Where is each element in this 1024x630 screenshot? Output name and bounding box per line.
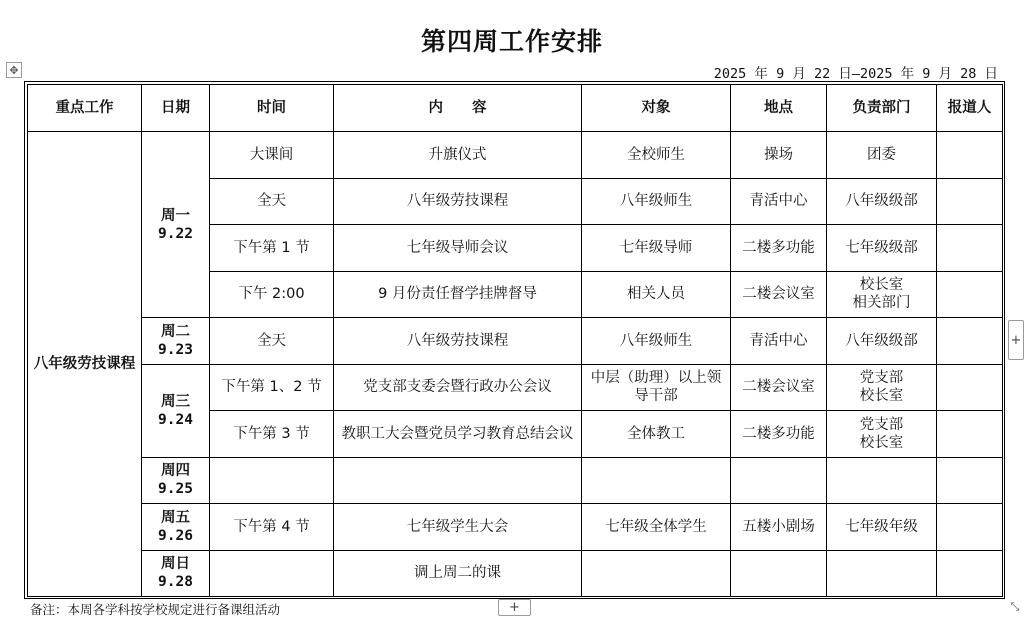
dept-cell[interactable] [827, 550, 937, 597]
table-row [28, 364, 1003, 411]
location-cell[interactable] [731, 550, 827, 597]
add-row-button[interactable] [498, 599, 531, 616]
dept-cell[interactable]: 八年级级部 [827, 178, 937, 225]
reporter-cell[interactable] [937, 411, 1003, 458]
location-cell[interactable]: 青活中心 [731, 178, 827, 225]
time-cell[interactable]: 下午第 3 节 [210, 411, 334, 458]
reporter-cell[interactable] [937, 225, 1003, 272]
day-name: 周三 [161, 393, 190, 410]
content-cell[interactable]: 七年级学生大会 [334, 504, 582, 551]
dept-cell[interactable]: 校长室 相关部门 [827, 271, 937, 318]
location-cell[interactable]: 二楼会议室 [731, 271, 827, 318]
table-move-handle[interactable] [6, 62, 22, 78]
target-cell[interactable]: 全校师生 [582, 132, 731, 179]
target-cell[interactable]: 七年级导师 [582, 225, 731, 272]
day-date: 9.22 [158, 225, 193, 242]
day-date: 9.25 [158, 481, 193, 498]
time-cell[interactable]: 全天 [210, 318, 334, 365]
time-cell[interactable]: 下午第 1、2 节 [210, 364, 334, 411]
content-cell[interactable]: 八年级劳技课程 [334, 318, 582, 365]
table-resize-handle[interactable] [1008, 600, 1022, 614]
day-date: 9.23 [158, 341, 193, 358]
target-cell[interactable]: 八年级师生 [582, 178, 731, 225]
content-cell[interactable]: 教职工大会暨党员学习教育总结会议 [334, 411, 582, 458]
reporter-cell[interactable] [937, 364, 1003, 411]
content-cell[interactable]: 升旗仪式 [334, 132, 582, 179]
dept-cell[interactable]: 党支部 校长室 [827, 364, 937, 411]
target-cell[interactable]: 全体教工 [582, 411, 731, 458]
target-cell[interactable] [582, 457, 731, 504]
dept-cell[interactable] [827, 457, 937, 504]
target-cell[interactable]: 中层（助理）以上领导干部 [582, 364, 731, 411]
target-cell[interactable]: 相关人员 [582, 271, 731, 318]
table-row [28, 504, 1003, 551]
table-row [28, 550, 1003, 597]
schedule-table [27, 84, 1003, 597]
day-cell-tue[interactable] [142, 318, 210, 365]
header-time: 时间 [210, 85, 334, 132]
content-cell[interactable]: 党支部支委会暨行政办公会议 [334, 364, 582, 411]
header-target: 对象 [582, 85, 731, 132]
focus-work-text: 八年级劳技课程 [33, 356, 136, 372]
dept-cell[interactable]: 七年级级部 [827, 225, 937, 272]
time-cell[interactable]: 下午 2:00 [210, 271, 334, 318]
focus-work-cell[interactable] [28, 132, 142, 597]
day-cell-fri[interactable] [142, 504, 210, 551]
time-cell[interactable]: 下午第 4 节 [210, 504, 334, 551]
location-cell[interactable] [731, 457, 827, 504]
dept-cell[interactable]: 团委 [827, 132, 937, 179]
location-cell[interactable]: 二楼会议室 [731, 364, 827, 411]
move-icon: ✥ [9, 63, 19, 77]
content-cell[interactable]: 9 月份责任督学挂牌督导 [334, 271, 582, 318]
time-cell[interactable]: 下午第 1 节 [210, 225, 334, 272]
dept-cell[interactable]: 八年级级部 [827, 318, 937, 365]
document-title: 第四周工作安排 [420, 27, 603, 56]
footnote: 备注：本周各学科按学校规定进行备课组活动 [30, 602, 281, 617]
time-cell[interactable] [210, 550, 334, 597]
target-cell[interactable]: 八年级师生 [582, 318, 731, 365]
target-cell[interactable] [582, 550, 731, 597]
plus-icon: + [1010, 332, 1022, 348]
content-cell[interactable]: 调上周二的课 [334, 550, 582, 597]
location-cell[interactable]: 操场 [731, 132, 827, 179]
header-date: 日期 [142, 85, 210, 132]
reporter-cell[interactable] [937, 504, 1003, 551]
location-cell[interactable]: 二楼多功能 [731, 411, 827, 458]
reporter-cell[interactable] [937, 318, 1003, 365]
target-cell[interactable]: 七年级全体学生 [582, 504, 731, 551]
time-cell[interactable] [210, 457, 334, 504]
dept-cell[interactable]: 党支部 校长室 [827, 411, 937, 458]
time-cell[interactable]: 全天 [210, 178, 334, 225]
day-date: 9.28 [158, 574, 193, 591]
day-name: 周一 [161, 207, 190, 224]
day-name: 周日 [161, 556, 190, 573]
resize-icon: ⤡ [1010, 600, 1020, 613]
day-cell-mon[interactable] [142, 132, 210, 318]
header-content: 内 容 [334, 85, 582, 132]
day-date: 9.24 [158, 411, 193, 428]
header-location: 地点 [731, 85, 827, 132]
day-cell-wed[interactable] [142, 364, 210, 457]
time-cell[interactable]: 大课间 [210, 132, 334, 179]
reporter-cell[interactable] [937, 178, 1003, 225]
header-focus-work: 重点工作 [28, 85, 142, 132]
header-dept: 负责部门 [827, 85, 937, 132]
table-row [28, 318, 1003, 365]
location-cell[interactable]: 五楼小剧场 [731, 504, 827, 551]
day-cell-thu[interactable] [142, 457, 210, 504]
reporter-cell[interactable] [937, 271, 1003, 318]
header-row [28, 85, 1003, 132]
content-cell[interactable]: 八年级劳技课程 [334, 178, 582, 225]
date-range: 2025 年 9 月 22 日—2025 年 9 月 28 日 [713, 66, 998, 82]
reporter-cell[interactable] [937, 457, 1003, 504]
reporter-cell[interactable] [937, 132, 1003, 179]
content-cell[interactable] [334, 457, 582, 504]
day-date: 9.26 [158, 527, 193, 544]
day-name: 周四 [161, 463, 190, 480]
plus-icon: + [509, 600, 520, 615]
day-name: 周二 [161, 323, 190, 340]
header-reporter: 报道人 [937, 85, 1003, 132]
content-cell[interactable]: 七年级导师会议 [334, 225, 582, 272]
reporter-cell[interactable] [937, 550, 1003, 597]
location-cell[interactable]: 二楼多功能 [731, 225, 827, 272]
add-column-button[interactable] [1008, 320, 1024, 360]
day-name: 周五 [161, 509, 190, 526]
dept-cell[interactable]: 七年级年级 [827, 504, 937, 551]
location-cell[interactable]: 青活中心 [731, 318, 827, 365]
table-row [28, 457, 1003, 504]
day-cell-sun[interactable] [142, 550, 210, 597]
table-row [28, 132, 1003, 179]
